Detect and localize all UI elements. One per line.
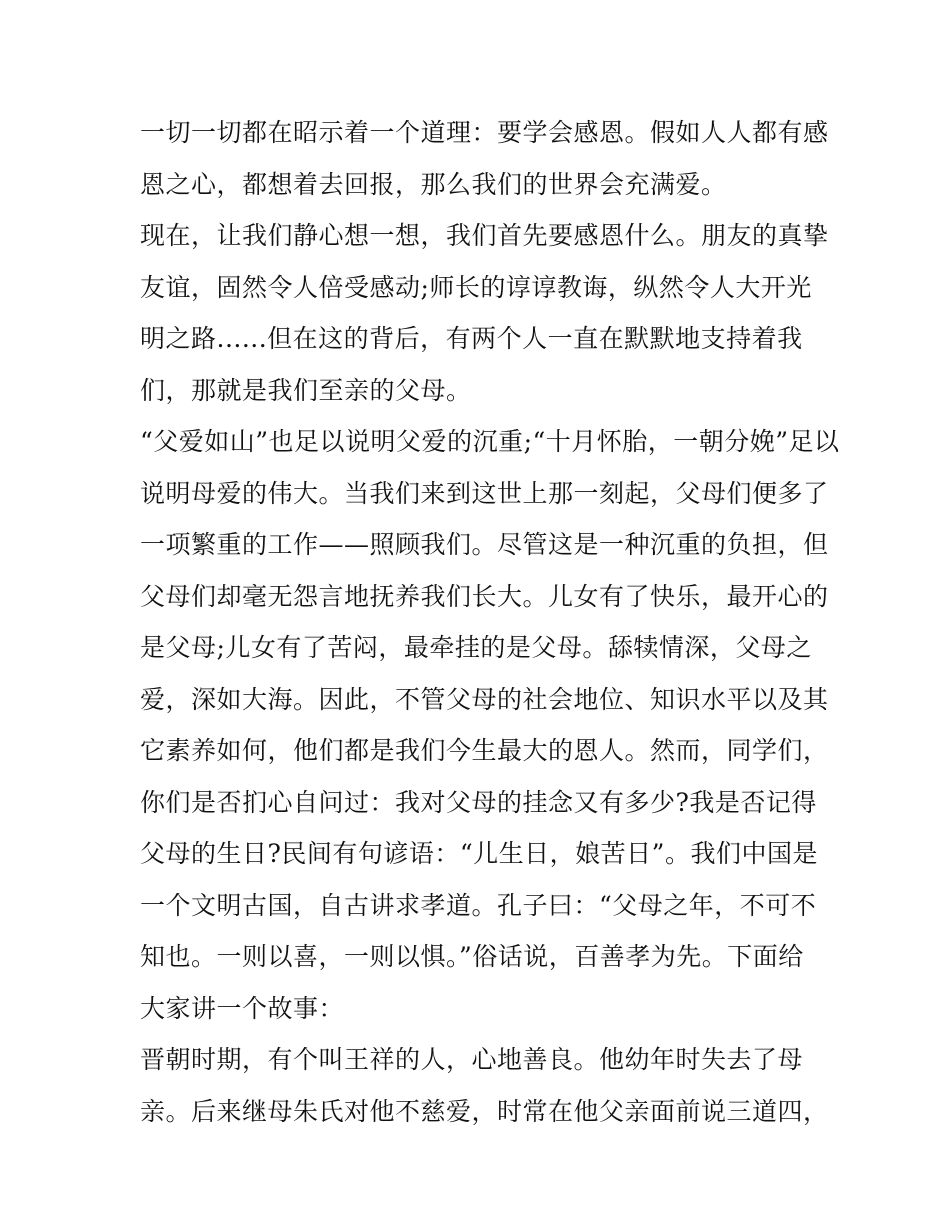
text-line: 一个文明古国，自古讲求孝道。孔子曰：“父母之年，不可不 xyxy=(140,890,817,920)
text-line: 们，那就是我们至亲的父母。 xyxy=(140,375,472,405)
text-line: 父母的生日?民间有句谚语：“儿生日，娘苦日”。我们中国是 xyxy=(140,839,818,868)
text-line: 明之路......但在这的背后，有两个人一直在默默地支持着我 xyxy=(140,324,803,353)
text-line: 它素养如何，他们都是我们今生最大的恩人。然而，同学们， xyxy=(140,736,829,765)
body-text xyxy=(140,107,840,1137)
text-line: 一切一切都在昭示着一个道理：要学会感恩。假如人人都有感 xyxy=(140,118,829,147)
text-line: 父母们却毫无怨言地抚养我们长大。儿女有了快乐，最开心的 xyxy=(140,581,829,611)
text-line: 亲。后来继母朱氏对他不慈爱，时常在他父亲面前说三道四， xyxy=(140,1096,829,1126)
text-line: “父爱如山”也足以说明父爱的沉重;“十月怀胎，一朝分娩”足以 xyxy=(140,427,840,456)
text-line: 知也。一则以喜，一则以惧。”俗话说，百善孝为先。下面给 xyxy=(140,942,804,971)
text-line: 一项繁重的工作——照顾我们。尽管这是一种沉重的负担，但 xyxy=(140,530,829,559)
text-line: 你们是否扪心自问过：我对父母的挂念又有多少?我是否记得 xyxy=(140,787,817,817)
text-line: 友谊，固然令人倍受感动;师长的谆谆教诲，纵然令人大开光 xyxy=(140,272,812,302)
text-line: 大家讲一个故事： xyxy=(140,993,345,1023)
text-line: 晋朝时期，有个叫王祥的人，心地善良。他幼年时失去了母 xyxy=(140,1045,804,1074)
text-line: 现在，让我们静心想一想，我们首先要感恩什么。朋友的真挚 xyxy=(140,221,829,250)
text-line: 是父母;儿女有了苦闷，最牵挂的是父母。舔犊情深，父母之 xyxy=(140,633,812,662)
text-line: 恩之心，都想着去回报，那么我们的世界会充满爱。 xyxy=(140,169,727,199)
text-line: 说明母爱的伟大。当我们来到这世上那一刻起，父母们便多了 xyxy=(140,478,829,508)
text-line: 爱，深如大海。因此，不管父母的社会地位、知识水平以及其 xyxy=(140,684,829,714)
